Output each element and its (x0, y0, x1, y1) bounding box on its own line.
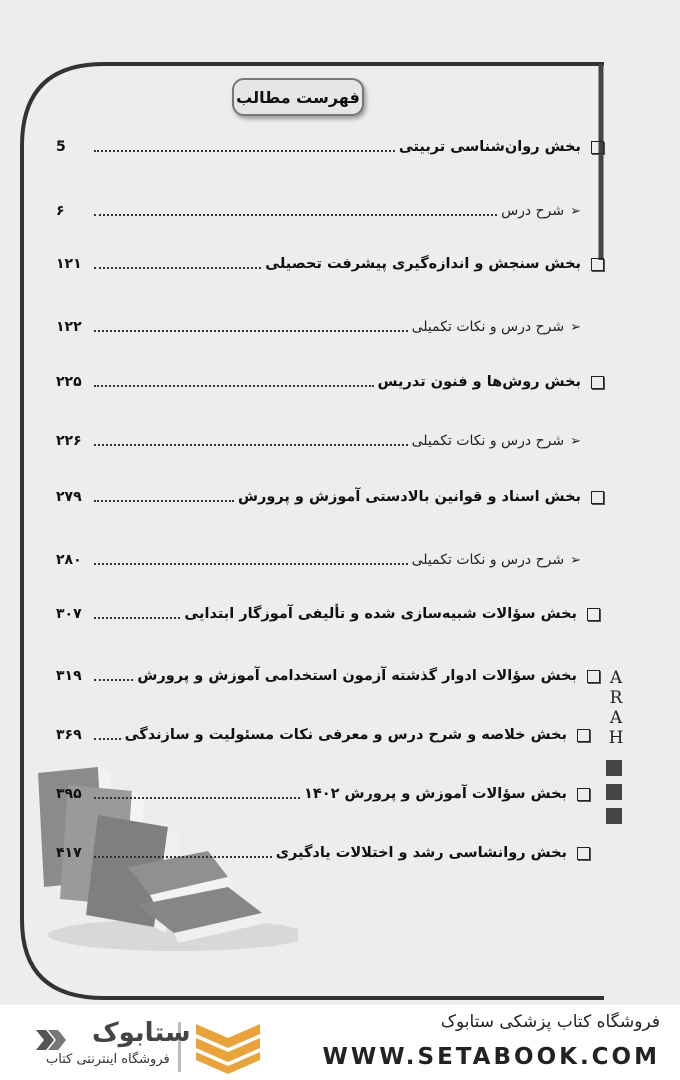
checkbox-icon (577, 729, 590, 742)
toc-subentry[interactable] (56, 198, 604, 224)
leader-dots (94, 214, 497, 216)
side-letter: H (608, 728, 624, 748)
arrow-icon: ➢ (570, 319, 581, 335)
leader-dots (94, 797, 300, 799)
leader-dots (94, 385, 374, 387)
checkbox-icon (591, 258, 604, 271)
leader-dots (94, 267, 261, 269)
leader-dots (94, 679, 133, 681)
page-number: ۱۲۲ (56, 319, 82, 335)
leader-dots (94, 617, 180, 619)
entry-title: بخش خلاصه و شرح درس و معرفی نکات مسئولیت و سازندگی (124, 727, 567, 743)
leader-dots (94, 330, 408, 332)
store-name: فروشگاه کتاب پزشکی ستابوک (440, 1012, 660, 1032)
entry-title: شرح درس (501, 203, 565, 219)
page-number: ۱۲۱ (56, 256, 82, 272)
page-number: 5 (56, 139, 66, 155)
leader-dots (94, 563, 408, 565)
leader-dots (94, 150, 395, 152)
toc-subentry[interactable] (56, 428, 604, 454)
page-number: ۲۲۵ (56, 374, 82, 390)
leader-dots (94, 444, 408, 446)
checkbox-icon (591, 376, 604, 389)
checkbox-icon (591, 141, 604, 154)
leader-dots (94, 500, 234, 502)
page-number: ۲۲۶ (56, 433, 82, 449)
checkbox-icon (577, 788, 590, 801)
toc-subentry[interactable] (56, 547, 604, 573)
side-letter: A (609, 668, 623, 688)
arrow-icon: ➢ (570, 203, 581, 219)
page-number: ۲۷۹ (56, 489, 82, 505)
leader-dots (94, 738, 121, 740)
page-number: ۳۹۵ (56, 786, 82, 802)
toc-entry[interactable] (56, 663, 600, 689)
side-square (606, 784, 622, 800)
entry-title: شرح درس و نکات تکمیلی (411, 552, 565, 568)
entry-title: بخش سؤالات شبیه‌سازی شده و تألیفی آموزگار ابتدایی (184, 606, 577, 622)
toc-subentry[interactable] (56, 314, 604, 340)
entry-title: بخش روش‌ها و فنون تدریس (377, 374, 581, 390)
page-number: ۶ (56, 203, 65, 219)
toc-entry[interactable] (56, 369, 604, 395)
toc-entry[interactable] (56, 484, 604, 510)
entry-title: شرح درس و نکات تکمیلی (411, 319, 565, 335)
arrow-icon: ➢ (570, 433, 581, 449)
checkbox-icon (577, 847, 590, 860)
toc-title: فهرست مطالب (232, 78, 364, 116)
toc-entry[interactable] (56, 781, 590, 807)
toc-entry[interactable] (56, 601, 600, 627)
page-number: ۲۸۰ (56, 552, 82, 568)
leader-dots (94, 856, 272, 858)
side-tab-letters (606, 668, 626, 748)
logo-wordmark: ستابوک (92, 1018, 191, 1048)
entry-title: بخش روانشاسی رشد و اختلالات یادگیری (275, 845, 567, 861)
side-square (606, 760, 622, 776)
checkbox-icon (591, 491, 604, 504)
entry-title: شرح درس و نکات تکمیلی (411, 433, 565, 449)
entry-title: بخش روان‌شناسی تربیتی (398, 139, 581, 155)
toc-entry[interactable] (56, 134, 604, 160)
logo-subtitle: فروشگاه اینترنتی کتاب (46, 1052, 170, 1067)
entry-title: بخش سؤالات ادوار گذشته آزمون استخدامی آموزش و پرورش (137, 668, 577, 684)
entry-title: بخش سنجش و اندازه‌گیری پیشرفت تحصیلی (265, 256, 581, 272)
side-letter: A (609, 708, 623, 728)
checkbox-icon (587, 670, 600, 683)
page-number: ۳۶۹ (56, 727, 82, 743)
store-url[interactable]: WWW.SETABOOK.COM (322, 1044, 660, 1070)
page-number: ۳۰۷ (56, 606, 82, 622)
toc-entry[interactable] (56, 251, 604, 277)
page-number: ۴۱۷ (56, 845, 82, 861)
entry-title: بخش اسناد و قوانین بالادستی آموزش و پرورش (238, 489, 581, 505)
arrow-icon: ➢ (570, 552, 581, 568)
side-square (606, 808, 622, 824)
page-number: ۳۱۹ (56, 668, 82, 684)
side-letter: R (609, 688, 623, 708)
checkbox-icon (587, 608, 600, 621)
toc-entry[interactable] (56, 840, 590, 866)
entry-title: بخش سؤالات آموزش و پرورش ۱۴۰۲ (304, 786, 567, 802)
toc-entry[interactable] (56, 722, 590, 748)
